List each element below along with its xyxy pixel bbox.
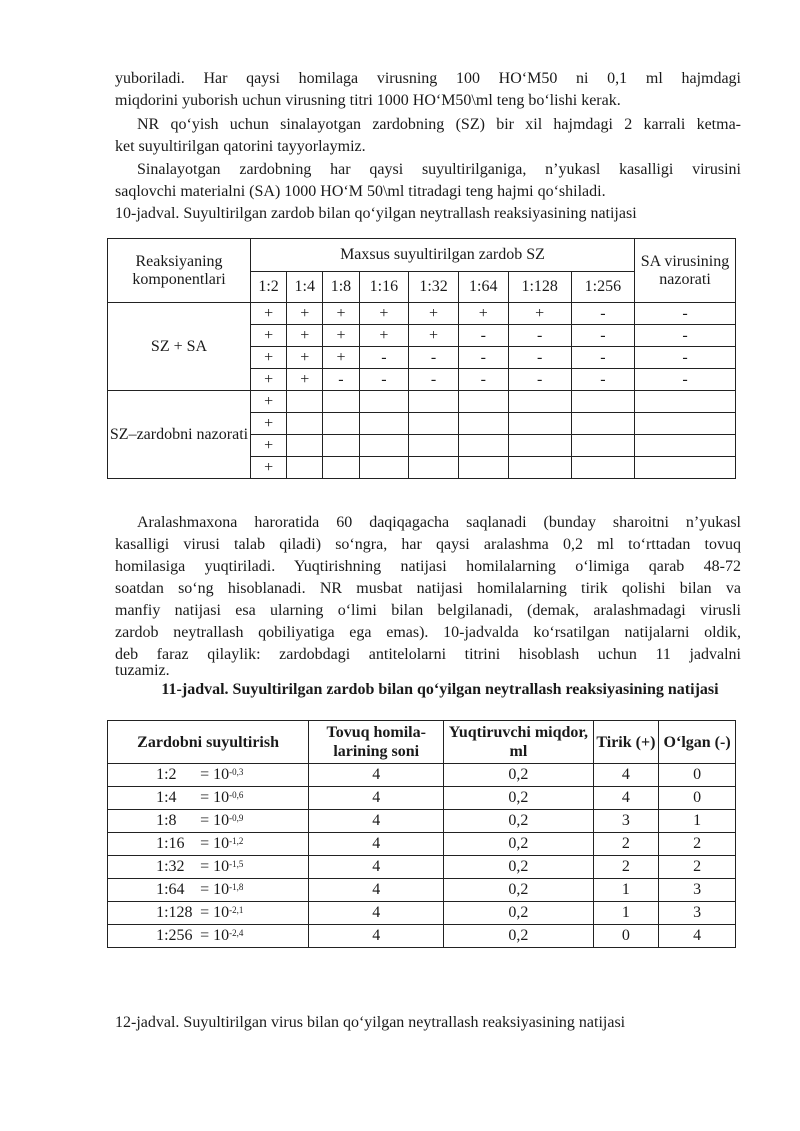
table-cell bbox=[458, 413, 508, 435]
table-cell-count: 4 bbox=[309, 764, 444, 787]
table-cell bbox=[508, 413, 571, 435]
table-cell: - bbox=[409, 347, 459, 369]
table-cell bbox=[635, 391, 736, 413]
table-cell-count: 4 bbox=[309, 879, 444, 902]
table-cell: - bbox=[571, 347, 634, 369]
dilution-ratio: 1:32 bbox=[156, 858, 185, 875]
table-cell bbox=[508, 391, 571, 413]
table11-header: Yuqtiruvchi miqdor, ml bbox=[444, 721, 593, 764]
table12-title: 12-jadval. Suyultirilgan virus bilan qo‘yilgan neytrallash reaksiyasining natijasi bbox=[115, 1014, 626, 1031]
paragraph-line: tuzamiz. bbox=[115, 662, 170, 679]
table-cell-dose: 0,2 bbox=[444, 856, 593, 879]
table-cell bbox=[287, 391, 323, 413]
table-cell bbox=[458, 391, 508, 413]
paragraph-line: homilasiga yuqtiriladi. Yuqtirishning natijasi homilalarning o‘limiga qarab 48-72 bbox=[115, 558, 741, 575]
table-cell: - bbox=[571, 303, 634, 325]
table-cell-alive: 2 bbox=[593, 856, 659, 879]
table-cell: - bbox=[508, 347, 571, 369]
table-cell bbox=[571, 391, 634, 413]
equals-power-base: = 10 bbox=[200, 766, 230, 783]
group-label-serum-control: SZ–zardobni nazorati bbox=[108, 391, 251, 479]
table-cell-dose: 0,2 bbox=[444, 879, 593, 902]
table-cell-dose: 0,2 bbox=[444, 925, 593, 948]
table-cell: - bbox=[508, 325, 571, 347]
paragraph-line: manfiy natijasi esa ularning o‘limi bilan belgilanadi, (demak, aralashmadagi virusli bbox=[115, 602, 741, 619]
power-exponent: -0,3 bbox=[229, 767, 244, 777]
table-cell: + bbox=[359, 325, 409, 347]
table11-header: Tovuq homila-larining soni bbox=[309, 721, 444, 764]
table-cell-alive: 1 bbox=[593, 902, 659, 925]
table-cell: + bbox=[251, 325, 287, 347]
table-cell: + bbox=[287, 303, 323, 325]
table-cell bbox=[409, 391, 459, 413]
table-cell: - bbox=[571, 325, 634, 347]
table-cell: - bbox=[635, 325, 736, 347]
table-cell-dead: 4 bbox=[659, 925, 736, 948]
table-cell-alive: 4 bbox=[593, 787, 659, 810]
paragraph-line: NR qo‘yish uchun sinalayotgan zardobning (SZ) bir xil hajmdagi 2 karrali ketma- bbox=[137, 116, 741, 133]
table-cell-dose: 0,2 bbox=[444, 787, 593, 810]
table-cell bbox=[508, 457, 571, 479]
group-label-sz-sa: SZ + SA bbox=[108, 303, 251, 391]
table-cell: + bbox=[287, 325, 323, 347]
dilution-cell bbox=[108, 810, 309, 833]
equals-power-base: = 10 bbox=[200, 789, 230, 806]
table-cell-count: 4 bbox=[309, 902, 444, 925]
power-exponent: -2,1 bbox=[229, 905, 244, 915]
table-cell bbox=[287, 435, 323, 457]
table-row bbox=[108, 303, 736, 325]
table-row bbox=[108, 925, 736, 948]
equals-power-base: = 10 bbox=[200, 927, 230, 944]
table-cell-alive: 3 bbox=[593, 810, 659, 833]
table-cell bbox=[323, 435, 359, 457]
table-cell: - bbox=[409, 369, 459, 391]
table-cell: - bbox=[635, 347, 736, 369]
table-cell: - bbox=[571, 369, 634, 391]
dilution-ratio: 1:16 bbox=[156, 835, 185, 852]
equals-power-base: = 10 bbox=[200, 881, 230, 898]
table10-dilution-header: 1:4 bbox=[287, 272, 323, 303]
equals-power-base: = 10 bbox=[200, 904, 230, 921]
table-cell bbox=[409, 413, 459, 435]
table10-dilution-header: 1:16 bbox=[359, 272, 409, 303]
table-cell: + bbox=[251, 435, 287, 457]
dilution-cell bbox=[108, 764, 309, 787]
table-cell bbox=[287, 457, 323, 479]
paragraph-line: Aralashmaxona haroratida 60 daqiqagacha saqlanadi (bunday sharoitni n’yukasl bbox=[137, 514, 741, 531]
table-cell: - bbox=[458, 369, 508, 391]
dilution-ratio: 1:8 bbox=[156, 812, 177, 829]
table-cell bbox=[359, 435, 409, 457]
table-cell bbox=[635, 413, 736, 435]
table-row bbox=[108, 810, 736, 833]
table-cell-dead: 3 bbox=[659, 879, 736, 902]
table-cell: - bbox=[508, 369, 571, 391]
table-cell-count: 4 bbox=[309, 810, 444, 833]
table-cell-dose: 0,2 bbox=[444, 902, 593, 925]
table-cell: + bbox=[251, 413, 287, 435]
dilution-ratio: 1:128 bbox=[156, 904, 193, 921]
table-cell: - bbox=[323, 369, 359, 391]
table-cell-count: 4 bbox=[309, 856, 444, 879]
table-cell: - bbox=[635, 303, 736, 325]
power-exponent: -1,2 bbox=[229, 836, 244, 846]
table-cell: - bbox=[635, 369, 736, 391]
table-cell-dose: 0,2 bbox=[444, 833, 593, 856]
table-cell: - bbox=[458, 325, 508, 347]
power-exponent: -1,8 bbox=[229, 882, 244, 892]
table-cell bbox=[359, 413, 409, 435]
equals-power-base: = 10 bbox=[200, 835, 230, 852]
table-cell bbox=[571, 435, 634, 457]
table-row bbox=[108, 833, 736, 856]
paragraph-line: kasalligi virusi talab qiladi) so‘ngra, har qaysi aralashma 0,2 ml to‘rttadan tovuq bbox=[115, 536, 741, 553]
table-cell: + bbox=[251, 347, 287, 369]
dilution-cell bbox=[108, 833, 309, 856]
equals-power-base: = 10 bbox=[200, 858, 230, 875]
table-cell-alive: 1 bbox=[593, 879, 659, 902]
paragraph-line: miqdorini yuborish uchun virusning titri 1000 HO‘M50\ml teng bo‘lishi kerak. bbox=[115, 92, 621, 109]
dilution-cell bbox=[108, 856, 309, 879]
table11-header: O‘lgan (-) bbox=[659, 721, 736, 764]
table11-header: Tirik (+) bbox=[593, 721, 659, 764]
equals-power-base: = 10 bbox=[200, 812, 230, 829]
paragraph-line: ket suyultirilgan qatorini tayyorlaymiz. bbox=[115, 138, 366, 155]
table-cell: - bbox=[359, 347, 409, 369]
table-cell bbox=[571, 413, 634, 435]
table-cell: - bbox=[359, 369, 409, 391]
dilution-ratio: 1:256 bbox=[156, 927, 193, 944]
table-cell bbox=[287, 413, 323, 435]
table-cell-dead: 2 bbox=[659, 856, 736, 879]
table-cell: + bbox=[323, 347, 359, 369]
dilution-ratio: 1:4 bbox=[156, 789, 177, 806]
power-exponent: -1,5 bbox=[229, 859, 244, 869]
table-cell-dead: 2 bbox=[659, 833, 736, 856]
table-cell bbox=[409, 457, 459, 479]
table-cell: + bbox=[323, 325, 359, 347]
table10-header-group: Maxsus suyultirilgan zardob SZ bbox=[251, 239, 635, 272]
table-cell: + bbox=[251, 303, 287, 325]
table-cell: + bbox=[409, 303, 459, 325]
paragraph-line: soatdan so‘ng hisoblanadi. NR musbat natijasi homilalarning tirik qolishi bilan va bbox=[115, 580, 741, 597]
table-cell: + bbox=[287, 347, 323, 369]
table11-title: 11-jadval. Suyultirilgan zardob bilan qo‘yilgan neytrallash reaksiyasining natijasi bbox=[161, 681, 719, 698]
table-cell bbox=[458, 457, 508, 479]
dilution-ratio: 1:64 bbox=[156, 881, 185, 898]
table-cell-dead: 0 bbox=[659, 787, 736, 810]
table-cell bbox=[323, 413, 359, 435]
dilution-ratio: 1:2 bbox=[156, 766, 177, 783]
dilution-cell bbox=[108, 787, 309, 810]
table-cell-alive: 4 bbox=[593, 764, 659, 787]
power-exponent: -2,4 bbox=[229, 928, 244, 938]
table-cell: + bbox=[287, 369, 323, 391]
table10-header-control: SA virusining nazorati bbox=[635, 239, 736, 303]
table-cell-alive: 0 bbox=[593, 925, 659, 948]
table-cell-count: 4 bbox=[309, 925, 444, 948]
table-cell bbox=[409, 435, 459, 457]
table-cell-count: 4 bbox=[309, 833, 444, 856]
table-10 bbox=[107, 238, 736, 479]
dilution-cell bbox=[108, 879, 309, 902]
table-cell-dead: 0 bbox=[659, 764, 736, 787]
table-cell bbox=[571, 457, 634, 479]
table10-dilution-header: 1:256 bbox=[571, 272, 634, 303]
table10-dilution-header: 1:64 bbox=[458, 272, 508, 303]
table-row bbox=[108, 879, 736, 902]
table-row bbox=[108, 787, 736, 810]
table-row bbox=[108, 902, 736, 925]
paragraph-line: deb faraz qilaylik: zardobdagi antitelolarni titrini hisoblash uchun 11 jadvalni bbox=[115, 646, 741, 663]
table10-dilution-header: 1:8 bbox=[323, 272, 359, 303]
table-11 bbox=[107, 720, 736, 948]
table-cell: + bbox=[323, 303, 359, 325]
table-cell bbox=[458, 435, 508, 457]
paragraph-line: saqlovchi materialni (SA) 1000 HO‘M 50\ml titradagi teng hajmi qo‘shiladi. bbox=[115, 183, 606, 200]
table-cell: + bbox=[458, 303, 508, 325]
table-cell bbox=[323, 391, 359, 413]
table-cell-alive: 2 bbox=[593, 833, 659, 856]
paragraph-line: yuboriladi. Har qaysi homilaga virusning 100 HO‘M50 ni 0,1 ml hajmdagi bbox=[115, 70, 741, 87]
table-row bbox=[108, 764, 736, 787]
table10-title: 10-jadval. Suyultirilgan zardob bilan qo‘yilgan neytrallash reaksiyasining natijasi bbox=[115, 205, 637, 222]
table-cell: + bbox=[251, 457, 287, 479]
table-cell bbox=[635, 457, 736, 479]
table-cell-dead: 1 bbox=[659, 810, 736, 833]
table11-header: Zardobni suyultirish bbox=[108, 721, 309, 764]
table-cell: + bbox=[508, 303, 571, 325]
table-cell bbox=[323, 457, 359, 479]
paragraph-line: Sinalayotgan zardobning har qaysi suyultirilganiga, n’yukasl kasalligi virusini bbox=[137, 161, 741, 178]
table-cell: + bbox=[251, 369, 287, 391]
table-cell: + bbox=[359, 303, 409, 325]
table-cell bbox=[359, 391, 409, 413]
table10-dilution-header: 1:128 bbox=[508, 272, 571, 303]
table-cell bbox=[508, 435, 571, 457]
table-cell: - bbox=[458, 347, 508, 369]
table-cell: + bbox=[409, 325, 459, 347]
table-cell: + bbox=[251, 391, 287, 413]
table10-header-components: Reaksiyaning komponentlari bbox=[108, 239, 251, 303]
table-cell-count: 4 bbox=[309, 787, 444, 810]
table-row bbox=[108, 391, 736, 413]
table-row bbox=[108, 856, 736, 879]
table-cell-dose: 0,2 bbox=[444, 764, 593, 787]
table10-dilution-header: 1:2 bbox=[251, 272, 287, 303]
table10-dilution-header: 1:32 bbox=[409, 272, 459, 303]
table-cell bbox=[359, 457, 409, 479]
table-cell-dead: 3 bbox=[659, 902, 736, 925]
power-exponent: -0,6 bbox=[229, 790, 244, 800]
power-exponent: -0,9 bbox=[229, 813, 244, 823]
table-cell-dose: 0,2 bbox=[444, 810, 593, 833]
paragraph-line: zardob neytrallash qobiliyatiga ega emas). 10-jadvalda ko‘rsatilgan natijalarni oldik, bbox=[115, 624, 741, 641]
dilution-cell bbox=[108, 925, 309, 948]
table-cell bbox=[635, 435, 736, 457]
dilution-cell bbox=[108, 902, 309, 925]
